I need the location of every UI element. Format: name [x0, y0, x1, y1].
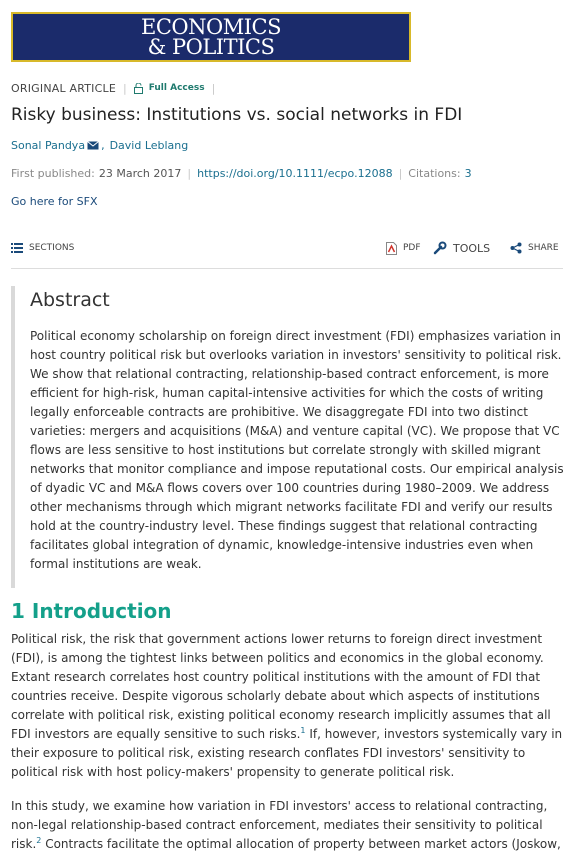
- share-icon: [510, 242, 522, 254]
- author-link[interactable]: David Leblang: [109, 139, 189, 152]
- citations-label: Citations:: [408, 167, 461, 180]
- article-toolbar: [11, 239, 563, 257]
- journal-banner[interactable]: [11, 12, 411, 62]
- footnote-link[interactable]: 2: [36, 836, 42, 845]
- wrench-icon: [433, 241, 447, 255]
- tools-label: TOOLS: [453, 241, 491, 255]
- pub-separator: |: [187, 167, 192, 180]
- pdf-label: PDF: [403, 243, 421, 253]
- toolbar-divider: [11, 268, 563, 269]
- citations-count-link[interactable]: 3: [464, 167, 472, 180]
- lock-open-icon: [134, 83, 143, 94]
- first-published-label: First published:: [11, 167, 95, 180]
- pub-separator: |: [398, 167, 403, 180]
- sections-button[interactable]: [11, 239, 74, 257]
- share-label: SHARE: [528, 243, 559, 253]
- meta-separator: |: [122, 81, 127, 95]
- access-badge: Full Access: [148, 83, 205, 93]
- sections-label: SECTIONS: [29, 243, 75, 253]
- abstract-section: [11, 286, 563, 588]
- article-meta-row: [11, 80, 222, 96]
- introduction-paragraph: [11, 630, 564, 782]
- sfx-link[interactable]: Go here for SFX: [11, 195, 98, 208]
- mail-icon[interactable]: [87, 141, 99, 150]
- publication-info-row: [11, 167, 472, 180]
- meta-separator: |: [211, 81, 216, 95]
- introduction-heading: 1 Introduction: [11, 599, 172, 623]
- pdf-button[interactable]: [386, 239, 421, 257]
- journal-banner-line2: & POLITICS: [147, 35, 275, 59]
- share-button[interactable]: [510, 239, 559, 257]
- pdf-icon: [386, 242, 397, 255]
- paragraph-text: Political risk, the risk that government actions lower returns to foreign direct investment (FDI), is among the tightest links between politics and economics in the global economy. Extant research correlates host country political institutions with the amount of FDI that countries receive. Despite vigorous scholarly debate about which aspects of institutions correlate with political risk, existing political economy research implicitly assumes that all FDI investors are equally sensitive to such risks.: [11, 632, 551, 741]
- paragraph-text: If, however, investors systemically vary in their exposure to political risk, existing research conflates FDI investors' sensitivity to political risk with host policy-makers' propensity to generate political risk.: [11, 727, 563, 779]
- list-icon: [11, 243, 23, 253]
- author-separator: ,: [101, 139, 105, 152]
- doi-link[interactable]: https://doi.org/10.1111/ecpo.12088: [197, 167, 393, 180]
- paragraph-text: Contracts facilitate the optimal allocation of property between market actors (Joskow,: [41, 837, 561, 851]
- paragraph-text: In this study, we examine how variation in FDI investors' access to relational contracting, non-legal relationship-based contract enforcement, mediates their sensitivity to political risk.: [11, 799, 548, 851]
- journal-banner-line1: ECONOMICS: [141, 15, 281, 39]
- author-list: [11, 139, 188, 152]
- article-title: Risky business: Institutions vs. social networks in FDI: [11, 105, 463, 125]
- author-link[interactable]: Sonal Pandya: [11, 139, 86, 152]
- introduction-paragraph: [11, 797, 564, 854]
- abstract-heading: Abstract: [30, 289, 110, 311]
- abstract-text: Political economy scholarship on foreign direct investment (FDI) emphasizes variation in host country political risk but overlooks variation in investors' sensitivity to political risk. We show that relational contracting, relationship-based contract enforcement, is more efficient for high-risk, human capital-intensive activities for which the costs of writing legally enforceable contracts are prohibitive. We disaggregate FDI into two distinct varieties: mergers and acquisitions (M&A) and venture capital (VC). We propose that VC flows are less sensitive to host institutions but correlate strongly with skilled migrant networks that monitor compliance and impose reputational costs. Our empirical analysis of dyadic VC and M&A flows covers over 100 countries during 1980–2009. We address other mechanisms through which migrant networks facilitate FDI and verify our results hold at the country-industry level. These findings suggest that relational contracting facilitates global integration of dynamic, knowledge-intensive industries even when formal institutions are weak.: [30, 329, 564, 571]
- tools-button[interactable]: [433, 239, 490, 257]
- article-type-label: ORIGINAL ARTICLE: [11, 81, 116, 95]
- first-published-date: 23 March 2017: [98, 167, 182, 180]
- footnote-link[interactable]: 1: [300, 726, 306, 735]
